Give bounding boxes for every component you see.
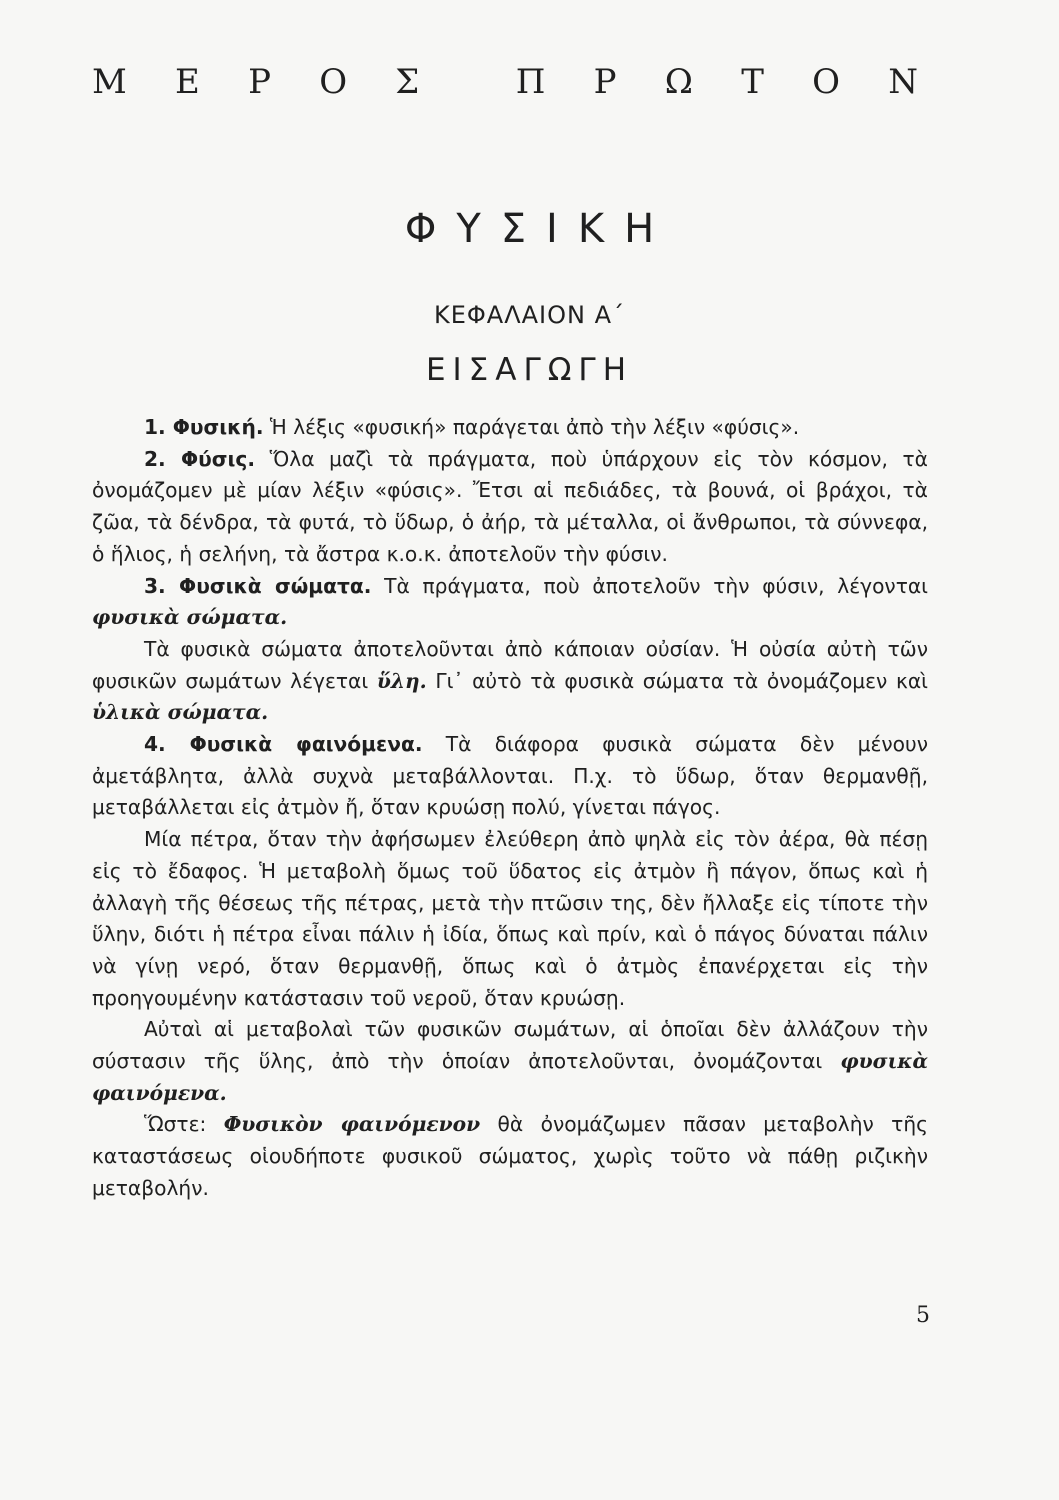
paragraph-text: Ὥστε: (144, 1112, 224, 1137)
term-physical-phenomenon: Φυσικὸν φαινόμενον (223, 1112, 481, 1137)
section-4-paragraph-3 (92, 1014, 928, 1109)
chapter-label: ΚΕΦΑΛΑΙΟΝ Α΄ (433, 301, 625, 329)
paragraph-text: Αὐταὶ αἱ μεταβολαὶ τῶν φυσικῶν σωμάτων, αἱ ὁποῖαι δὲν ἀλλάζουν τὴν σύστασιν τῆς ὕλης, ἀπὸ τὴν ὁποίαν ἀποτελοῦνται, ὀνομάζονται (92, 1017, 928, 1074)
body-text (92, 412, 928, 1205)
section-heading: 4. Φυσικὰ φαινόμενα. (144, 732, 423, 757)
term-matter: ὕλη. (376, 668, 427, 693)
part-title-letter: Ρ (593, 62, 617, 102)
term-material-bodies: ὑλικὰ σώματα. (92, 700, 269, 725)
part-title-letter: Ω (664, 62, 693, 102)
part-title-letter: Τ (741, 62, 764, 102)
part-title-letter: Ν (888, 62, 918, 102)
section-heading: 1. Φυσική. (144, 415, 264, 439)
paragraph-text: Μία πέτρα, ὅταν τὴν ἀφήσωμεν ἐλεύθερη ἀπὸ ψηλὰ εἰς τὸν ἀέρα, θὰ πέσῃ εἰς τὸ ἔδαφος. Ἡ μεταβολὴ ὅμως τοῦ ὕδατος εἰς ἀτμὸν ἢ πάγον, ὅπως καὶ ἡ ἀλλαγὴ τῆς θέσεως τῆς πέτρας, μετὰ τὴν πτῶσιν της, δὲν ἤλλαξε εἰς τίποτε τὴν ὕλην, διότι ἡ πέτρα εἶναι πάλιν ἡ ἰδία, ὅπως καὶ πρίν, καὶ ὁ πάγος δύναται πάλιν νὰ γίνῃ νερό, ὅταν θερμανθῇ, ὅπως καὶ ὁ ἀτμὸς ἐπανέρχεται εἰς τὴν προηγουμένην κατάστασιν τοῦ νεροῦ, ὅταν κρυώσῃ. (92, 827, 928, 1010)
part-title-letter: Ο (812, 62, 840, 102)
section-3-paragraph-2 (92, 634, 928, 729)
part-title-letter: Ρ (248, 62, 271, 102)
part-title-letter: Ε (175, 62, 200, 102)
section-text: Ἡ λέξις «φυσική» παράγεται ἀπὸ τὴν λέξιν «φύσις». (263, 415, 800, 439)
section-text: Ὅλα μαζὶ τὰ πράγματα, ποὺ ὑπάρχουν εἰς τὸν κόσμον, τὰ ὀνομάζομεν μὲ μίαν λέξιν «φύσις». Ἔτσι αἱ πεδιάδες, τὰ βουνά, οἱ βράχοι, τὰ ζῶα, τὰ δένδρα, τὰ φυτά, τὸ ὕδωρ, ὁ ἀήρ, τὰ μέταλλα, οἱ ἄνθρωποι, τὰ σύννεφα, ὁ ἥλιος, ἡ σελήνη, τὰ ἄστρα κ.ο.κ. ἀποτελοῦν τὴν φύσιν. (92, 446, 928, 566)
section-text: Τὰ πράγματα, ποὺ ἀποτελοῦν τὴν φύσιν, λέγονται (371, 573, 928, 598)
section-4-paragraph-2 (92, 824, 928, 1014)
term-physical-bodies: φυσικὰ σώματα. (92, 605, 288, 630)
chapter-title: ΕΙΣΑΓΩΓΗ (425, 352, 634, 388)
section-heading: 3. Φυσικὰ σώματα. (144, 573, 372, 598)
page-number: 5 (916, 1303, 930, 1328)
part-title-letter: Σ (395, 62, 420, 102)
part-title-letter: Ο (319, 62, 348, 102)
section-4 (92, 729, 928, 824)
part-title-letter: Μ (92, 62, 127, 102)
section-3 (92, 571, 928, 634)
paragraph-text: Τὰ φυσικὰ σώματα ἀποτελοῦνται ἀπὸ κάποιαν οὐσίαν. Ἡ οὐσία αὐτὴ τῶν φυσικῶν σωμάτων λέγεται (92, 636, 928, 693)
section-heading: 2. Φύσις. (144, 446, 256, 471)
subject-title: ΦΥΣΙΚΗ (404, 206, 675, 252)
section-1 (92, 412, 928, 444)
section-2 (92, 444, 928, 571)
section-4-paragraph-4 (92, 1109, 928, 1204)
term-physical-phenomena: φυσικὰ φαινόμενα. (92, 1049, 928, 1105)
paragraph-text: Γι᾽ αὐτὸ τὰ φυσικὰ σώματα τὰ ὀνομάζομεν καὶ (426, 668, 929, 693)
paragraph-text: θὰ ὀνομάζωμεν πᾶσαν μεταβολὴν τῆς καταστάσεως οἱουδήποτε φυσικοῦ σώματος, χωρὶς τοῦτο νὰ πάθῃ ριζικὴν μεταβολήν. (92, 1112, 928, 1200)
part-title-letter: Π (515, 62, 546, 102)
section-text: Τὰ διάφορα φυσικὰ σώματα δὲν μένουν ἀμετάβλητα, ἀλλὰ συχνὰ μεταβάλλονται. Π.χ. τὸ ὕδωρ, ὅταν θερμανθῇ, μεταβάλλεται εἰς ἀτμὸν ἤ, ὅταν κρυώσῃ πολύ, γίνεται πάγος. (92, 732, 928, 820)
part-title (92, 62, 918, 102)
